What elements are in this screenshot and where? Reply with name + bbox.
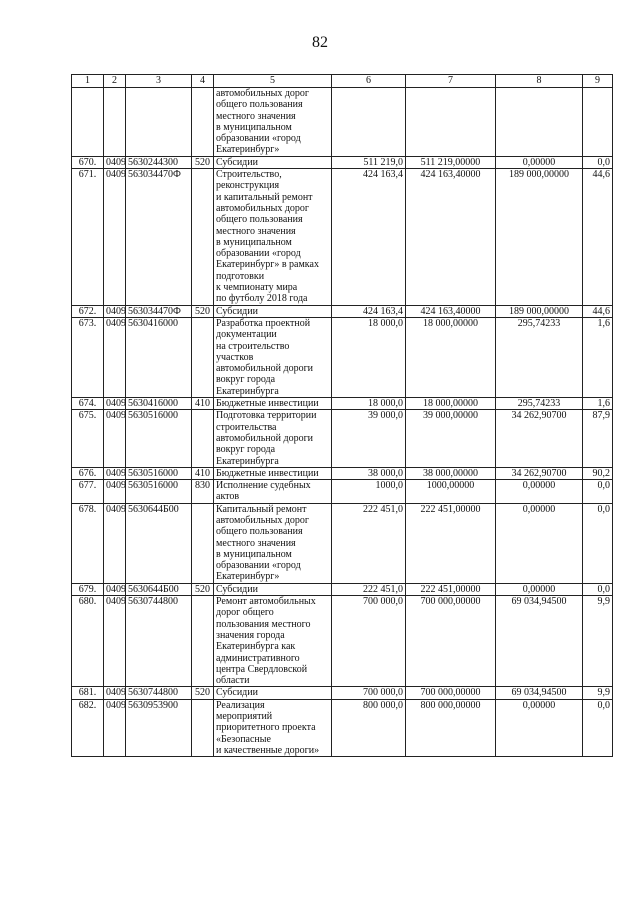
item-name-cell xyxy=(214,583,332,595)
table-row xyxy=(72,88,613,157)
executed-amount: 34 262,90700 xyxy=(511,410,567,422)
execution-percent-cell xyxy=(583,88,613,157)
header-col-9: 9 xyxy=(583,75,613,88)
expense-type-code: 520 xyxy=(195,583,210,595)
approved-amount: 18 000,0 xyxy=(368,317,403,329)
executed-amount-cell xyxy=(496,398,583,410)
execution-percent-cell xyxy=(583,503,613,583)
item-name-cell xyxy=(214,317,332,397)
row-number: 677. xyxy=(78,480,97,492)
row-number: 672. xyxy=(78,305,97,317)
target-article-code-cell xyxy=(126,156,192,168)
expense-type-code-cell xyxy=(192,169,214,306)
item-name-cell xyxy=(214,467,332,479)
executed-amount-cell xyxy=(496,596,583,687)
section-code: 0409 xyxy=(106,156,126,168)
approved-amount: 18 000,0 xyxy=(368,398,403,410)
budget-allocation-cell xyxy=(406,596,496,687)
item-name-cell xyxy=(214,398,332,410)
section-code-cell xyxy=(104,583,126,595)
item-name-cell xyxy=(214,410,332,467)
expense-type-code-cell xyxy=(192,410,214,467)
table-row xyxy=(72,596,613,687)
execution-percent-cell xyxy=(583,169,613,306)
budget-allocation-cell xyxy=(406,467,496,479)
budget-allocation: 39 000,00000 xyxy=(423,410,478,422)
row-number-cell xyxy=(72,699,104,756)
target-article-code-cell xyxy=(126,398,192,410)
item-name: Бюджетные инвестиции xyxy=(216,398,319,410)
budget-allocation-cell xyxy=(406,88,496,157)
section-code-cell xyxy=(104,410,126,467)
item-name: Капитальный ремонт автомобильных дорог общего пользования местного значения в муниципальном образовании «город Екатеринбург» xyxy=(216,503,310,583)
row-number-cell xyxy=(72,480,104,504)
item-name-cell xyxy=(214,156,332,168)
executed-amount: 0,00000 xyxy=(522,699,556,711)
target-article-code-cell xyxy=(126,467,192,479)
section-code: 0409 xyxy=(106,305,126,317)
budget-table xyxy=(71,74,613,757)
section-code: 0409 xyxy=(106,398,126,410)
page-number: 82 xyxy=(312,34,328,51)
budget-allocation-cell xyxy=(406,169,496,306)
budget-allocation: 18 000,00000 xyxy=(423,398,478,410)
budget-allocation-cell xyxy=(406,398,496,410)
executed-amount: 69 034,94500 xyxy=(511,687,567,699)
target-article-code: 563034470Ф xyxy=(128,169,181,181)
approved-amount: 800 000,0 xyxy=(363,699,403,711)
executed-amount: 0,00000 xyxy=(522,583,556,595)
approved-amount: 424 163,4 xyxy=(363,305,403,317)
approved-amount-cell xyxy=(332,398,406,410)
target-article-code: 5630416000 xyxy=(128,317,178,329)
budget-allocation: 38 000,00000 xyxy=(423,467,478,479)
execution-percent-cell xyxy=(583,317,613,397)
item-name: Реализация мероприятий приоритетного проекта «Безопасные и качественные дороги» xyxy=(216,699,320,756)
expense-type-code-cell xyxy=(192,88,214,157)
budget-allocation: 424 163,40000 xyxy=(420,305,481,317)
table-row xyxy=(72,317,613,397)
table-row xyxy=(72,305,613,317)
item-name-cell xyxy=(214,480,332,504)
executed-amount: 295,74233 xyxy=(517,398,561,410)
row-number-cell xyxy=(72,317,104,397)
header-col-4: 4 xyxy=(192,75,214,88)
approved-amount-cell xyxy=(332,410,406,467)
execution-percent-cell xyxy=(583,398,613,410)
execution-percent: 1,6 xyxy=(597,317,610,329)
execution-percent: 90,2 xyxy=(592,467,610,479)
executed-amount-cell xyxy=(496,156,583,168)
execution-percent: 0,0 xyxy=(597,480,610,492)
row-number: 678. xyxy=(78,503,97,515)
target-article-code-cell xyxy=(126,699,192,756)
row-number-cell xyxy=(72,596,104,687)
execution-percent: 9,9 xyxy=(597,687,610,699)
section-code-cell xyxy=(104,305,126,317)
budget-allocation: 424 163,40000 xyxy=(420,169,481,181)
item-name: Субсидии xyxy=(216,156,258,168)
expense-type-code: 830 xyxy=(195,480,210,492)
section-code: 0409 xyxy=(106,596,126,608)
approved-amount: 222 451,0 xyxy=(363,503,403,515)
approved-amount-cell xyxy=(332,156,406,168)
approved-amount: 511 219,0 xyxy=(363,156,403,168)
approved-amount-cell xyxy=(332,305,406,317)
item-name-cell xyxy=(214,687,332,699)
target-article-code: 563034470Ф xyxy=(128,305,181,317)
executed-amount: 189 000,00000 xyxy=(509,305,569,317)
execution-percent-cell xyxy=(583,596,613,687)
executed-amount-cell xyxy=(496,503,583,583)
target-article-code-cell xyxy=(126,317,192,397)
section-code: 0409 xyxy=(106,687,126,699)
target-article-code-cell xyxy=(126,687,192,699)
item-name-cell xyxy=(214,169,332,306)
row-number: 670. xyxy=(78,156,97,168)
executed-amount-cell xyxy=(496,410,583,467)
budget-allocation: 511 219,00000 xyxy=(420,156,481,168)
executed-amount-cell xyxy=(496,88,583,157)
row-number-cell xyxy=(72,169,104,306)
section-code-cell xyxy=(104,169,126,306)
approved-amount: 1000,0 xyxy=(375,480,403,492)
section-code-cell xyxy=(104,317,126,397)
section-code-cell xyxy=(104,480,126,504)
budget-allocation: 18 000,00000 xyxy=(423,317,478,329)
row-number-cell xyxy=(72,398,104,410)
approved-amount: 38 000,0 xyxy=(368,467,403,479)
target-article-code-cell xyxy=(126,503,192,583)
row-number: 671. xyxy=(78,169,97,181)
item-name: Субсидии xyxy=(216,687,258,699)
execution-percent: 44,6 xyxy=(592,305,610,317)
budget-allocation-cell xyxy=(406,317,496,397)
target-article-code: 5630244300 xyxy=(128,156,178,168)
target-article-code-cell xyxy=(126,583,192,595)
approved-amount-cell xyxy=(332,699,406,756)
target-article-code-cell xyxy=(126,596,192,687)
item-name: Ремонт автомобильных дорог общего пользования местного значения города Екатеринбурга как административного центра Свердловской области xyxy=(216,596,316,687)
budget-allocation: 222 451,00000 xyxy=(420,583,481,595)
section-code-cell xyxy=(104,687,126,699)
execution-percent: 0,0 xyxy=(597,583,610,595)
row-number: 676. xyxy=(78,467,97,479)
row-number-cell xyxy=(72,503,104,583)
execution-percent: 0,0 xyxy=(597,503,610,515)
row-number-cell xyxy=(72,467,104,479)
executed-amount-cell xyxy=(496,699,583,756)
section-code-cell xyxy=(104,596,126,687)
approved-amount: 424 163,4 xyxy=(363,169,403,181)
table-row xyxy=(72,503,613,583)
expense-type-code-cell xyxy=(192,596,214,687)
expense-type-code-cell xyxy=(192,398,214,410)
expense-type-code: 410 xyxy=(195,398,210,410)
target-article-code: 5630516000 xyxy=(128,480,178,492)
expense-type-code-cell xyxy=(192,317,214,397)
item-name: Строительство, реконструкция и капитальный ремонт автомобильных дорог общего пользования местного значения в муниципальном образовании «город Екатеринбург» в рамках подготовки к чемпионату мира по футболу 2018 года xyxy=(216,169,319,305)
execution-percent: 0,0 xyxy=(597,699,610,711)
executed-amount: 34 262,90700 xyxy=(511,467,567,479)
item-name-cell xyxy=(214,503,332,583)
approved-amount-cell xyxy=(332,317,406,397)
executed-amount: 69 034,94500 xyxy=(511,596,567,608)
item-name-cell xyxy=(214,305,332,317)
target-article-code-cell xyxy=(126,480,192,504)
budget-allocation: 222 451,00000 xyxy=(420,503,481,515)
approved-amount-cell xyxy=(332,467,406,479)
item-name-cell xyxy=(214,88,332,157)
execution-percent: 44,6 xyxy=(592,169,610,181)
expense-type-code-cell xyxy=(192,467,214,479)
approved-amount-cell xyxy=(332,88,406,157)
executed-amount-cell xyxy=(496,583,583,595)
table-row xyxy=(72,467,613,479)
target-article-code-cell xyxy=(126,88,192,157)
executed-amount-cell xyxy=(496,687,583,699)
executed-amount: 0,00000 xyxy=(522,480,556,492)
expense-type-code-cell xyxy=(192,503,214,583)
section-code-cell xyxy=(104,156,126,168)
row-number: 673. xyxy=(78,317,97,329)
target-article-code: 5630516000 xyxy=(128,467,178,479)
section-code-cell xyxy=(104,398,126,410)
budget-allocation-cell xyxy=(406,305,496,317)
header-col-2: 2 xyxy=(104,75,126,88)
section-code: 0409 xyxy=(106,480,126,492)
item-name: автомобильных дорог общего пользования местного значения в муниципальном образовании «город Екатеринбург» xyxy=(216,88,310,156)
budget-allocation-cell xyxy=(406,699,496,756)
execution-percent-cell xyxy=(583,480,613,504)
budget-allocation: 700 000,00000 xyxy=(420,596,481,608)
executed-amount: 189 000,00000 xyxy=(509,169,569,181)
budget-allocation-cell xyxy=(406,687,496,699)
row-number-cell xyxy=(72,156,104,168)
row-number: 675. xyxy=(78,410,97,422)
section-code-cell xyxy=(104,467,126,479)
table-row xyxy=(72,410,613,467)
target-article-code: 5630953900 xyxy=(128,699,178,711)
approved-amount-cell xyxy=(332,503,406,583)
item-name: Разработка проектной документации на строительство участков автомобильной дороги вокруг города Екатеринбурга xyxy=(216,317,314,397)
execution-percent: 87,9 xyxy=(592,410,610,422)
table-row xyxy=(72,480,613,504)
expense-type-code: 520 xyxy=(195,156,210,168)
section-code: 0409 xyxy=(106,503,126,515)
budget-allocation-cell xyxy=(406,480,496,504)
table-row xyxy=(72,169,613,306)
section-code: 0409 xyxy=(106,410,126,422)
executed-amount-cell xyxy=(496,169,583,306)
expense-type-code-cell xyxy=(192,583,214,595)
target-article-code: 5630744800 xyxy=(128,687,178,699)
execution-percent: 0,0 xyxy=(597,156,610,168)
row-number: 681. xyxy=(78,687,97,699)
row-number: 680. xyxy=(78,596,97,608)
budget-allocation: 800 000,00000 xyxy=(420,699,481,711)
target-article-code-cell xyxy=(126,169,192,306)
item-name: Исполнение судебных актов xyxy=(216,480,311,503)
item-name-cell xyxy=(214,699,332,756)
budget-allocation-cell xyxy=(406,583,496,595)
target-article-code: 5630644Б00 xyxy=(128,583,179,595)
row-number-cell xyxy=(72,410,104,467)
section-code: 0409 xyxy=(106,317,126,329)
budget-allocation: 700 000,00000 xyxy=(420,687,481,699)
table-row xyxy=(72,699,613,756)
header-col-3: 3 xyxy=(126,75,192,88)
execution-percent: 9,9 xyxy=(597,596,610,608)
execution-percent-cell xyxy=(583,467,613,479)
table-row xyxy=(72,687,613,699)
target-article-code: 5630416000 xyxy=(128,398,178,410)
table-row xyxy=(72,583,613,595)
table-row xyxy=(72,156,613,168)
execution-percent-cell xyxy=(583,687,613,699)
section-code: 0409 xyxy=(106,467,126,479)
header-col-1: 1 xyxy=(72,75,104,88)
target-article-code-cell xyxy=(126,410,192,467)
executed-amount: 0,00000 xyxy=(522,156,556,168)
item-name: Бюджетные инвестиции xyxy=(216,467,319,479)
approved-amount-cell xyxy=(332,169,406,306)
target-article-code: 5630644Б00 xyxy=(128,503,179,515)
approved-amount: 222 451,0 xyxy=(363,583,403,595)
row-number-cell xyxy=(72,88,104,157)
row-number-cell xyxy=(72,583,104,595)
approved-amount: 39 000,0 xyxy=(368,410,403,422)
expense-type-code: 520 xyxy=(195,687,210,699)
header-col-8: 8 xyxy=(496,75,583,88)
executed-amount-cell xyxy=(496,317,583,397)
budget-allocation-cell xyxy=(406,410,496,467)
expense-type-code: 410 xyxy=(195,467,210,479)
target-article-code: 5630744800 xyxy=(128,596,178,608)
row-number: 679. xyxy=(78,583,97,595)
expense-type-code-cell xyxy=(192,687,214,699)
item-name: Субсидии xyxy=(216,583,258,595)
approved-amount-cell xyxy=(332,596,406,687)
budget-allocation-cell xyxy=(406,503,496,583)
target-article-code-cell xyxy=(126,305,192,317)
expense-type-code-cell xyxy=(192,305,214,317)
executed-amount-cell xyxy=(496,305,583,317)
execution-percent-cell xyxy=(583,156,613,168)
expense-type-code-cell xyxy=(192,156,214,168)
execution-percent-cell xyxy=(583,699,613,756)
executed-amount-cell xyxy=(496,467,583,479)
table-body xyxy=(72,88,613,757)
item-name: Субсидии xyxy=(216,305,258,317)
budget-allocation-cell xyxy=(406,156,496,168)
table-row xyxy=(72,398,613,410)
section-code: 0409 xyxy=(106,583,126,595)
target-article-code: 5630516000 xyxy=(128,410,178,422)
item-name-cell xyxy=(214,596,332,687)
approved-amount: 700 000,0 xyxy=(363,596,403,608)
section-code-cell xyxy=(104,699,126,756)
row-number: 674. xyxy=(78,398,97,410)
section-code: 0409 xyxy=(106,699,126,711)
approved-amount-cell xyxy=(332,687,406,699)
header-col-5: 5 xyxy=(214,75,332,88)
executed-amount-cell xyxy=(496,480,583,504)
approved-amount: 700 000,0 xyxy=(363,687,403,699)
executed-amount: 0,00000 xyxy=(522,503,556,515)
section-code: 0409 xyxy=(106,169,126,181)
row-number-cell xyxy=(72,305,104,317)
section-code-cell xyxy=(104,503,126,583)
approved-amount-cell xyxy=(332,480,406,504)
header-col-6: 6 xyxy=(332,75,406,88)
execution-percent: 1,6 xyxy=(597,398,610,410)
expense-type-code-cell xyxy=(192,480,214,504)
row-number-cell xyxy=(72,687,104,699)
expense-type-code: 520 xyxy=(195,305,210,317)
expense-type-code-cell xyxy=(192,699,214,756)
header-col-7: 7 xyxy=(406,75,496,88)
row-number: 682. xyxy=(78,699,97,711)
execution-percent-cell xyxy=(583,410,613,467)
item-name: Подготовка территории строительства автомобильной дороги вокруг города Екатеринбурга xyxy=(216,410,317,467)
execution-percent-cell xyxy=(583,583,613,595)
header-row xyxy=(72,75,613,88)
executed-amount: 295,74233 xyxy=(517,317,561,329)
approved-amount-cell xyxy=(332,583,406,595)
section-code-cell xyxy=(104,88,126,157)
execution-percent-cell xyxy=(583,305,613,317)
budget-allocation: 1000,00000 xyxy=(426,480,475,492)
